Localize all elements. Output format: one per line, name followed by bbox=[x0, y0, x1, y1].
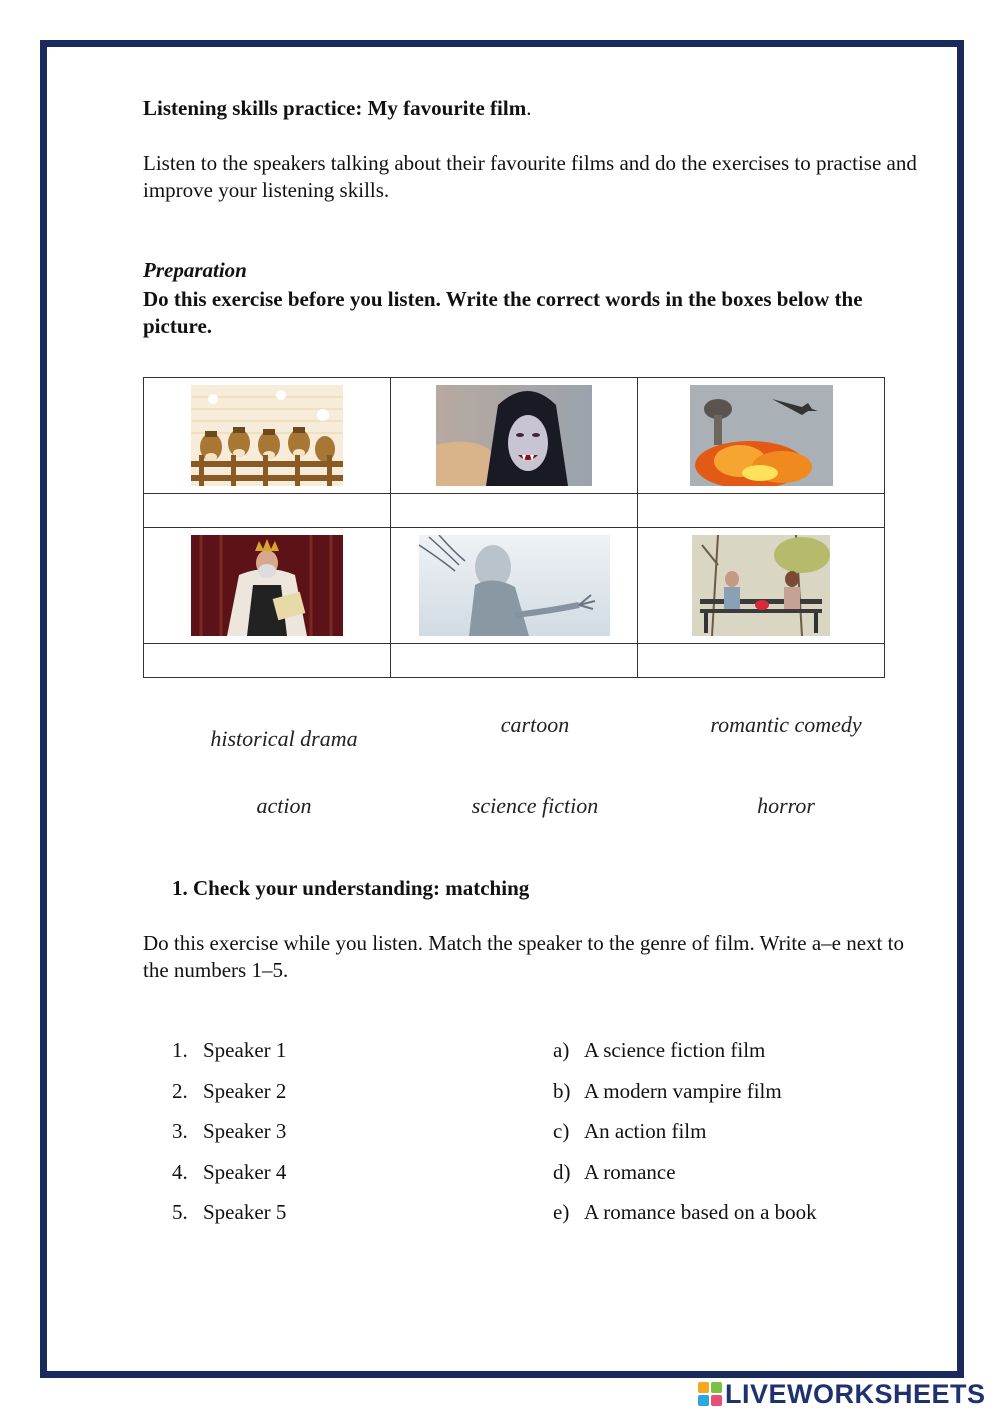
answer-box[interactable] bbox=[144, 494, 391, 528]
vampire-woman-picture bbox=[436, 385, 592, 486]
king-writing-picture bbox=[191, 535, 343, 636]
genre-item: a) A science fiction film bbox=[553, 1038, 766, 1062]
robot-hand-picture bbox=[419, 535, 610, 636]
answer-input[interactable] bbox=[391, 494, 637, 527]
preparation-instruction: Do this exercise before you listen. Write the correct words in the boxes below the picture. bbox=[143, 287, 863, 338]
picture-cell bbox=[391, 528, 638, 644]
speaker-item: 3. Speaker 3 bbox=[172, 1119, 287, 1143]
couple-bench-picture bbox=[692, 535, 830, 636]
picture-cell bbox=[144, 528, 391, 644]
picture-cell bbox=[638, 528, 885, 644]
picture-grid bbox=[143, 377, 885, 678]
word-bank-item: horror bbox=[757, 793, 815, 818]
genre-item: e) A romance based on a book bbox=[553, 1200, 817, 1224]
section1-instruction: Do this exercise while you listen. Match the speaker to the genre of film. Write a–e next to the numbers 1–5. bbox=[143, 931, 904, 982]
answer-box[interactable] bbox=[638, 644, 885, 678]
brand-text: LIVEWORKSHEETS bbox=[725, 1378, 986, 1409]
answer-box[interactable] bbox=[144, 644, 391, 678]
answer-box[interactable] bbox=[391, 494, 638, 528]
answer-input[interactable] bbox=[144, 644, 390, 677]
genre-item: b) A modern vampire film bbox=[553, 1078, 782, 1103]
preparation-heading: Preparation bbox=[143, 258, 247, 282]
explosion-plane-picture bbox=[690, 385, 833, 486]
answer-input[interactable] bbox=[144, 494, 390, 527]
word-bank-item: action bbox=[256, 793, 312, 818]
genre-item: d) A romance bbox=[553, 1159, 676, 1184]
speaker-item: 2. Speaker 2 bbox=[172, 1078, 287, 1103]
liveworksheets-logo[interactable] bbox=[698, 1378, 986, 1410]
word-bank-item: historical drama bbox=[210, 726, 358, 751]
picture-cell bbox=[638, 378, 885, 494]
word-bank-item: cartoon bbox=[500, 712, 570, 737]
answer-box[interactable] bbox=[391, 644, 638, 678]
intro-text: Listen to the speakers talking about their favourite films and do the exercises to practise and improve your listening skills. bbox=[143, 151, 917, 202]
cartoon-horses-picture bbox=[191, 385, 343, 486]
section1-heading: 1. Check your understanding: matching bbox=[172, 876, 530, 900]
speaker-item: 5. Speaker 5 bbox=[172, 1200, 287, 1224]
worksheet-title: Listening skills practice: My favourite film. bbox=[143, 96, 532, 120]
speaker-item: 4. Speaker 4 bbox=[172, 1159, 287, 1184]
word-bank-item: romantic comedy bbox=[710, 712, 862, 737]
speaker-item: 1. Speaker 1 bbox=[172, 1038, 287, 1062]
word-bank-item: science fiction bbox=[471, 793, 599, 818]
speaker-list bbox=[172, 1037, 286, 1240]
answer-input[interactable] bbox=[638, 644, 884, 677]
picture-cell bbox=[391, 378, 638, 494]
answer-box[interactable] bbox=[638, 494, 885, 528]
answer-input[interactable] bbox=[391, 644, 637, 677]
answer-input[interactable] bbox=[638, 494, 884, 527]
liveworksheets-mark-icon bbox=[698, 1382, 722, 1406]
genre-list bbox=[553, 1037, 817, 1240]
genre-item: c) An action film bbox=[553, 1119, 707, 1143]
picture-cell bbox=[144, 378, 391, 494]
